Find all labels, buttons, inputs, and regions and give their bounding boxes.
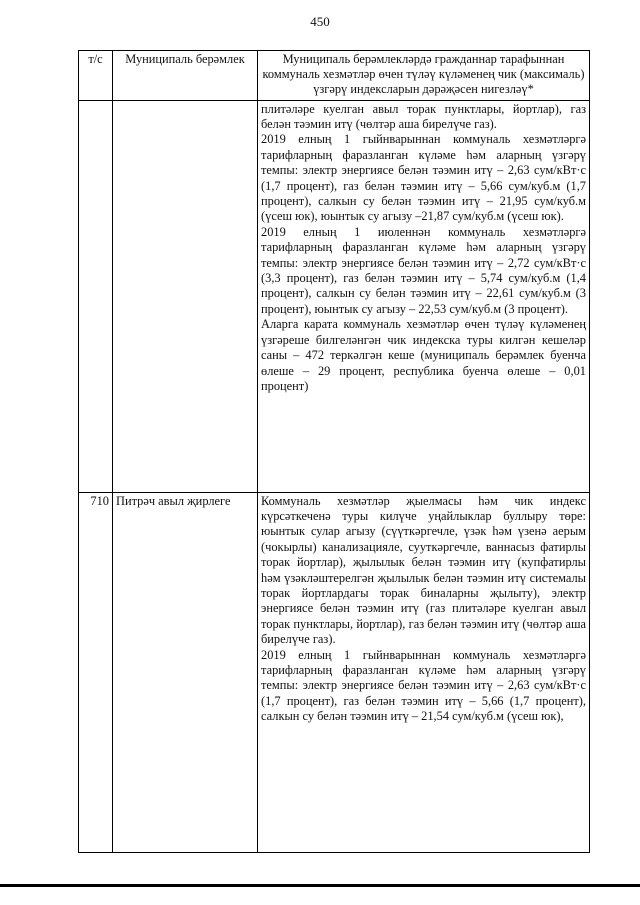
row-municipality [113,100,258,492]
row-justification [258,100,590,492]
header-justification: Муниципаль берәмлекләрдә гражданнар тарафыннан коммуналь хезмәтләр өчен түләү күләменең чик (максималь) үзгәрү индексларын дәрәҗәсен нигезләү* [258,51,590,101]
row-municipality: Питрәч авыл җирлеге [113,492,258,852]
table-row [79,100,590,492]
paragraph: 2019 елның 1 июленнән коммуналь хезмәтләргә тарифларның фаразланган күләме һәм аларның үзгәрү темпы: электр энергиясе белән тәэмин итү – 2,72 сум/кВт·с (3,3 процент), газ белән тәэмин итү – 5,74 сум/куб.м (1,4 процент), салкын су белән тәэмин итү – 22,61 сум/куб.м (3 процент), юынтык су агызу – 22,53 сум/куб.м (3 процент). [261,224,586,316]
page-bottom-border [0,884,640,887]
tariff-index-table [78,50,590,853]
paragraph: Коммуналь хезмәтләр җыелмасы һәм чик индекс күрсәткеченә туры килүче уңайлыклар буллыру төре: юынтык сулар агызу (сүүткәргечле, үзәк һәм үзенә аерым (чокырлы) канализацияле, сууткәргечле, ваннасыз фатирлы торак йортлар), җылылык белән тәэмин итү (купфатирлы һәм үзәкләштерелгән җылылык белән тәэмин итү системалы торак йортлардагы торак биналарны җылыту), электр энергиясе белән тәэмин итү (газ плитәләре куелган авыл торак пунктлары, йортлар), газ белән тәэмин итү (чөлтәр аша бирелүче газ). [261,493,586,647]
header-number: т/с [79,51,113,101]
table-header-row [79,51,590,101]
table-row [79,492,590,852]
row-justification [258,492,590,852]
row-number [79,100,113,492]
page-number: 450 [310,14,330,29]
header-municipality: Муниципаль берәмлек [113,51,258,101]
row-number: 710 [79,492,113,852]
paragraph: плитәләре куелган авыл торак пунктлары, йортлар), газ белән тәэмин итү (чөлтәр аша бирелүче газ). [261,101,586,132]
paragraph: Аларга карата коммуналь хезмәтләр өчен түләү күләменең үзгәреше билгеләнгән чик индекска туры килгән кешеләр саны – 472 теркәлгән кеше (муниципаль берәмлек буенча өлеше – 29 процент, республика буенча өлеше – 0,01 процент) [261,317,586,393]
paragraph: 2019 елның 1 гыйнварыннан коммуналь хезмәтләргә тарифларның фаразланган күләме һәм аларның үзгәрү темпы: электр энергиясе белән тәэмин итү – 2,63 сум/кВт·с (1,7 процент), газ белән тәэмин итү – 5,66 (1,7 процент), салкын су белән тәэмин итү – 21,54 сум/куб.м (үсеш юк), [261,647,586,724]
paragraph: 2019 елның 1 гыйнварыннан коммуналь хезмәтләргә тарифларның фаразланган күләме һәм аларның үзгәрү темпы: электр энергиясе белән тәэмин итү – 2,63 сум/кВт·с (1,7 процент), газ белән тәэмин итү – 5,66 сум/куб.м (1,7 процент), салкын су белән тәэмин итү – 21,95 сум/куб.м (үсеш юк), юынтык су агызу –21,87 сум/куб.м (үсеш юк). [261,132,586,224]
